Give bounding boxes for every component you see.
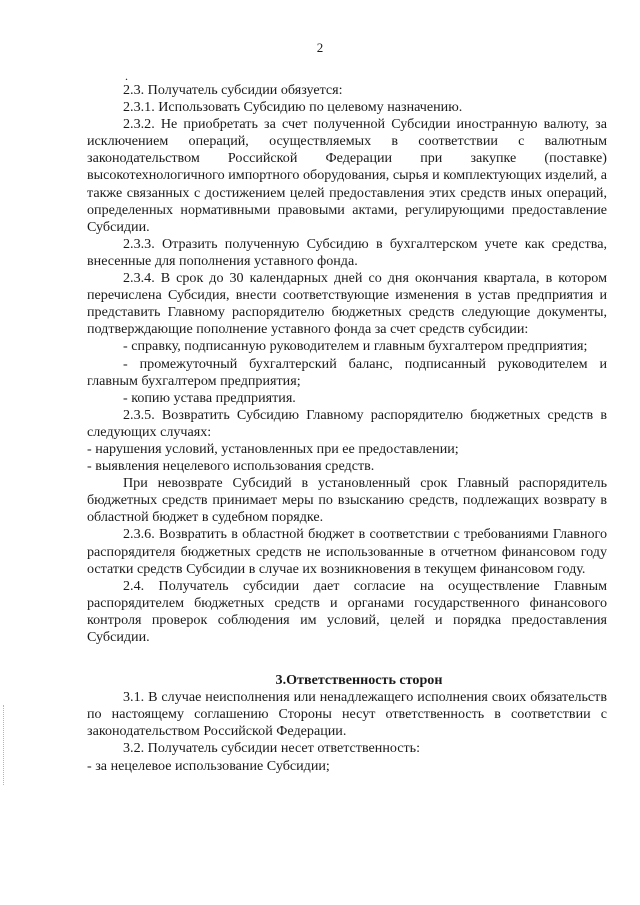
section-gap [87,646,607,672]
paragraph-non-return: При невозврате Субсидий в установленный срок Главный распорядитель бюджетных средств принимает меры по взысканию средств, подлежащих возврату в областной бюджет в судебном порядке. [87,475,607,526]
list-item-misuse: - выявления нецелевого использования средств. [87,458,375,475]
paragraph-2-3-6: 2.3.6. Возвратить в областной бюджет в соответствии с требованиями Главного распорядителя бюджетных средств не использованные в отчетном финансовом году остатки средств Субсидии в случае их возникновения в текущем финансовом году. [87,526,607,577]
paragraph-2-3-2: 2.3.2. Не приобретать за счет полученной Субсидии иностранную валюту, за исключением операций, осуществляемых в соответствии с валютным законодательством Российской Федерации при закупке (поставке) высокотехнологичного импортного оборудования, сырья и комплектующих изделий, а также связанных с достижением целей предоставления этих средств иных операций, определенных нормативными правовыми актами, регулирующими предоставление Субсидии. [87,116,607,235]
list-item-spravka: - справку, подписанную руководителем и главным бухгалтером предприятия; [123,338,588,355]
paragraph-2-4: 2.4. Получатель субсидии дает согласие на осуществление Главным распорядителем бюджетных средств и органами государственного финансового контроля проверок соблюдения им условий, целей и порядка предоставления Субсидии. [87,577,607,645]
paragraph-2-3-1: 2.3.1. Использовать Субсидию по целевому назначению. [123,99,463,116]
paragraph-3-1: 3.1. В случае неисполнения или ненадлежащего исполнения своих обязательств по настоящему соглашению Стороны несут ответственность в соответствии с законодательством Российской Федерации. [87,689,607,740]
list-item-misuse-liability: - за нецелевое использование Субсидии; [87,757,330,774]
scan-margin-marks [3,705,6,785]
list-item-balance: - промежуточный бухгалтерский баланс, подписанный руководителем и главным бухгалтером предприятия; [87,355,607,389]
paragraph-2-3: 2.3. Получатель субсидии обязуется: [123,82,343,98]
document-body [87,82,607,775]
paragraph-3-2: 3.2. Получатель субсидии несет ответственность: [123,740,421,757]
paragraph-2-3-5: 2.3.5. Возвратить Субсидию Главному распорядителю бюджетных средств в следующих случаях: [87,406,607,440]
paragraph-2-3-4: 2.3.4. В срок до 30 календарных дней со дня окончания квартала, в котором перечислена Субсидия, внести соответствующие изменения в устав предприятия и представить Главному распорядителю бюджетных средств следующие документы, подтверждающие пополнение уставного фонда за счет средств субсидии: [87,270,607,338]
paragraph-2-3-3: 2.3.3. Отразить полученную Субсидию в бухгалтерском учете как средства, внесенные для пополнения уставного фонда. [87,235,607,269]
stray-mark: . [125,69,128,83]
list-item-violation: - нарушения условий, установленных при ее предоставлении; [87,440,459,457]
section-3-heading: 3.Ответственность сторон [275,672,443,689]
list-item-ustav-copy: - копию устава предприятия. [123,389,296,406]
page-number: 2 [316,40,324,55]
